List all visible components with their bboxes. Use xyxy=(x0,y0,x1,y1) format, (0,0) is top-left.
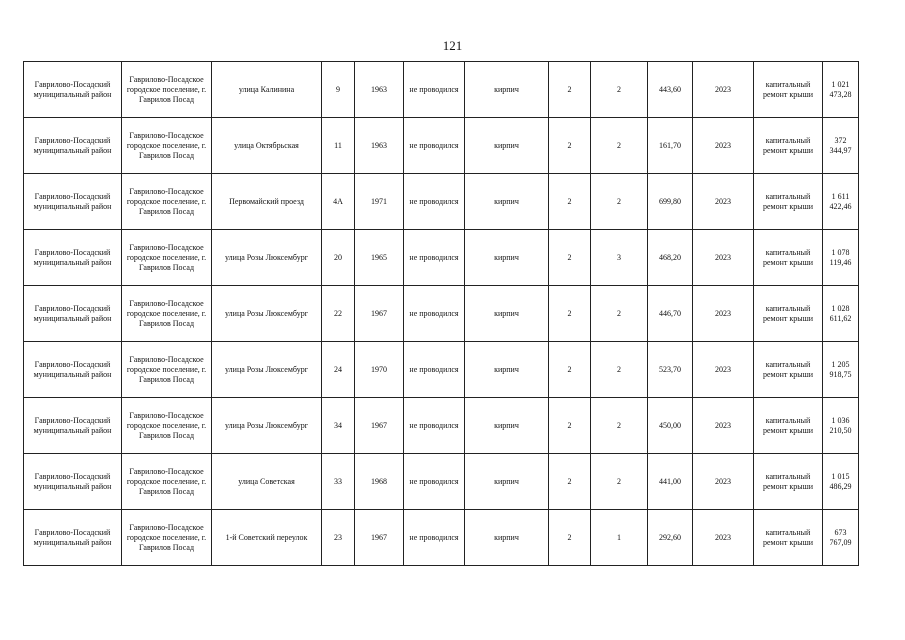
entrances-cell: 2 xyxy=(591,118,648,174)
year-built-cell: 1965 xyxy=(355,230,404,286)
cost-cell: 1 205 918,75 xyxy=(823,342,859,398)
cost-cell: 1 078 119,46 xyxy=(823,230,859,286)
district-cell: Гаврилово-Посадский муниципальный район xyxy=(24,286,122,342)
year-built-cell: 1963 xyxy=(355,62,404,118)
plan-year-cell: 2023 xyxy=(693,286,754,342)
street-cell: улица Розы Люксембург xyxy=(212,230,322,286)
year-built-cell: 1963 xyxy=(355,118,404,174)
area-cell: 443,60 xyxy=(648,62,693,118)
settlement-cell: Гаврилово-Посадское городское поселение, г. Гаврилов Посад xyxy=(122,118,212,174)
district-cell: Гаврилово-Посадский муниципальный район xyxy=(24,454,122,510)
wall-material-cell: кирпич xyxy=(465,342,549,398)
plan-year-cell: 2023 xyxy=(693,230,754,286)
plan-year-cell: 2023 xyxy=(693,118,754,174)
housing-registry-table xyxy=(23,61,859,566)
work-type-cell: капитальный ремонт крыши xyxy=(754,174,823,230)
district-cell: Гаврилово-Посадский муниципальный район xyxy=(24,62,122,118)
last-overhaul-cell: не проводился xyxy=(404,62,465,118)
year-built-cell: 1971 xyxy=(355,174,404,230)
settlement-cell: Гаврилово-Посадское городское поселение, г. Гаврилов Посад xyxy=(122,454,212,510)
cost-cell: 1 028 611,62 xyxy=(823,286,859,342)
entrances-cell: 2 xyxy=(591,342,648,398)
floors-cell: 2 xyxy=(549,454,591,510)
table-row xyxy=(24,510,859,566)
floors-cell: 2 xyxy=(549,174,591,230)
floors-cell: 2 xyxy=(549,286,591,342)
work-type-cell: капитальный ремонт крыши xyxy=(754,398,823,454)
last-overhaul-cell: не проводился xyxy=(404,454,465,510)
street-cell: улица Розы Люксембург xyxy=(212,286,322,342)
table-row xyxy=(24,174,859,230)
work-type-cell: капитальный ремонт крыши xyxy=(754,454,823,510)
house-number-cell: 20 xyxy=(322,230,355,286)
table-body xyxy=(24,62,859,566)
entrances-cell: 1 xyxy=(591,510,648,566)
entrances-cell: 2 xyxy=(591,286,648,342)
cost-cell: 1 036 210,50 xyxy=(823,398,859,454)
settlement-cell: Гаврилово-Посадское городское поселение, г. Гаврилов Посад xyxy=(122,230,212,286)
house-number-cell: 4А xyxy=(322,174,355,230)
settlement-cell: Гаврилово-Посадское городское поселение, г. Гаврилов Посад xyxy=(122,342,212,398)
area-cell: 441,00 xyxy=(648,454,693,510)
district-cell: Гаврилово-Посадский муниципальный район xyxy=(24,342,122,398)
entrances-cell: 2 xyxy=(591,398,648,454)
plan-year-cell: 2023 xyxy=(693,342,754,398)
last-overhaul-cell: не проводился xyxy=(404,174,465,230)
area-cell: 446,70 xyxy=(648,286,693,342)
floors-cell: 2 xyxy=(549,510,591,566)
area-cell: 523,70 xyxy=(648,342,693,398)
settlement-cell: Гаврилово-Посадское городское поселение, г. Гаврилов Посад xyxy=(122,510,212,566)
plan-year-cell: 2023 xyxy=(693,174,754,230)
area-cell: 450,00 xyxy=(648,398,693,454)
plan-year-cell: 2023 xyxy=(693,398,754,454)
street-cell: улица Советская xyxy=(212,454,322,510)
street-cell: 1-й Советский переулок xyxy=(212,510,322,566)
street-cell: улица Розы Люксембург xyxy=(212,398,322,454)
last-overhaul-cell: не проводился xyxy=(404,118,465,174)
cost-cell: 1 015 486,29 xyxy=(823,454,859,510)
house-number-cell: 22 xyxy=(322,286,355,342)
entrances-cell: 3 xyxy=(591,230,648,286)
plan-year-cell: 2023 xyxy=(693,454,754,510)
table-row xyxy=(24,454,859,510)
floors-cell: 2 xyxy=(549,342,591,398)
wall-material-cell: кирпич xyxy=(465,230,549,286)
year-built-cell: 1968 xyxy=(355,454,404,510)
table-row xyxy=(24,62,859,118)
wall-material-cell: кирпич xyxy=(465,118,549,174)
wall-material-cell: кирпич xyxy=(465,62,549,118)
settlement-cell: Гаврилово-Посадское городское поселение, г. Гаврилов Посад xyxy=(122,174,212,230)
cost-cell: 673 767,09 xyxy=(823,510,859,566)
street-cell: улица Октябрьская xyxy=(212,118,322,174)
floors-cell: 2 xyxy=(549,118,591,174)
wall-material-cell: кирпич xyxy=(465,510,549,566)
area-cell: 468,20 xyxy=(648,230,693,286)
district-cell: Гаврилово-Посадский муниципальный район xyxy=(24,398,122,454)
last-overhaul-cell: не проводился xyxy=(404,398,465,454)
cost-cell: 1 611 422,46 xyxy=(823,174,859,230)
last-overhaul-cell: не проводился xyxy=(404,230,465,286)
entrances-cell: 2 xyxy=(591,62,648,118)
area-cell: 292,60 xyxy=(648,510,693,566)
district-cell: Гаврилово-Посадский муниципальный район xyxy=(24,118,122,174)
house-number-cell: 24 xyxy=(322,342,355,398)
work-type-cell: капитальный ремонт крыши xyxy=(754,230,823,286)
floors-cell: 2 xyxy=(549,62,591,118)
table-row xyxy=(24,118,859,174)
street-cell: Первомайский проезд xyxy=(212,174,322,230)
year-built-cell: 1967 xyxy=(355,510,404,566)
page-number: 121 xyxy=(442,38,463,53)
cost-cell: 1 021 473,28 xyxy=(823,62,859,118)
wall-material-cell: кирпич xyxy=(465,454,549,510)
street-cell: улица Розы Люксембург xyxy=(212,342,322,398)
last-overhaul-cell: не проводился xyxy=(404,342,465,398)
table-row xyxy=(24,286,859,342)
entrances-cell: 2 xyxy=(591,174,648,230)
last-overhaul-cell: не проводился xyxy=(404,286,465,342)
floors-cell: 2 xyxy=(549,398,591,454)
wall-material-cell: кирпич xyxy=(465,398,549,454)
work-type-cell: капитальный ремонт крыши xyxy=(754,62,823,118)
table-row xyxy=(24,398,859,454)
table-row xyxy=(24,342,859,398)
floors-cell: 2 xyxy=(549,230,591,286)
plan-year-cell: 2023 xyxy=(693,62,754,118)
house-number-cell: 33 xyxy=(322,454,355,510)
last-overhaul-cell: не проводился xyxy=(404,510,465,566)
entrances-cell: 2 xyxy=(591,454,648,510)
house-number-cell: 9 xyxy=(322,62,355,118)
wall-material-cell: кирпич xyxy=(465,174,549,230)
wall-material-cell: кирпич xyxy=(465,286,549,342)
district-cell: Гаврилово-Посадский муниципальный район xyxy=(24,510,122,566)
work-type-cell: капитальный ремонт крыши xyxy=(754,510,823,566)
settlement-cell: Гаврилово-Посадское городское поселение, г. Гаврилов Посад xyxy=(122,286,212,342)
year-built-cell: 1967 xyxy=(355,398,404,454)
area-cell: 699,80 xyxy=(648,174,693,230)
year-built-cell: 1970 xyxy=(355,342,404,398)
house-number-cell: 34 xyxy=(322,398,355,454)
year-built-cell: 1967 xyxy=(355,286,404,342)
work-type-cell: капитальный ремонт крыши xyxy=(754,286,823,342)
house-number-cell: 11 xyxy=(322,118,355,174)
settlement-cell: Гаврилово-Посадское городское поселение, г. Гаврилов Посад xyxy=(122,398,212,454)
plan-year-cell: 2023 xyxy=(693,510,754,566)
area-cell: 161,70 xyxy=(648,118,693,174)
table-row xyxy=(24,230,859,286)
settlement-cell: Гаврилово-Посадское городское поселение, г. Гаврилов Посад xyxy=(122,62,212,118)
work-type-cell: капитальный ремонт крыши xyxy=(754,118,823,174)
district-cell: Гаврилово-Посадский муниципальный район xyxy=(24,230,122,286)
district-cell: Гаврилово-Посадский муниципальный район xyxy=(24,174,122,230)
work-type-cell: капитальный ремонт крыши xyxy=(754,342,823,398)
house-number-cell: 23 xyxy=(322,510,355,566)
street-cell: улица Калинина xyxy=(212,62,322,118)
cost-cell: 372 344,97 xyxy=(823,118,859,174)
